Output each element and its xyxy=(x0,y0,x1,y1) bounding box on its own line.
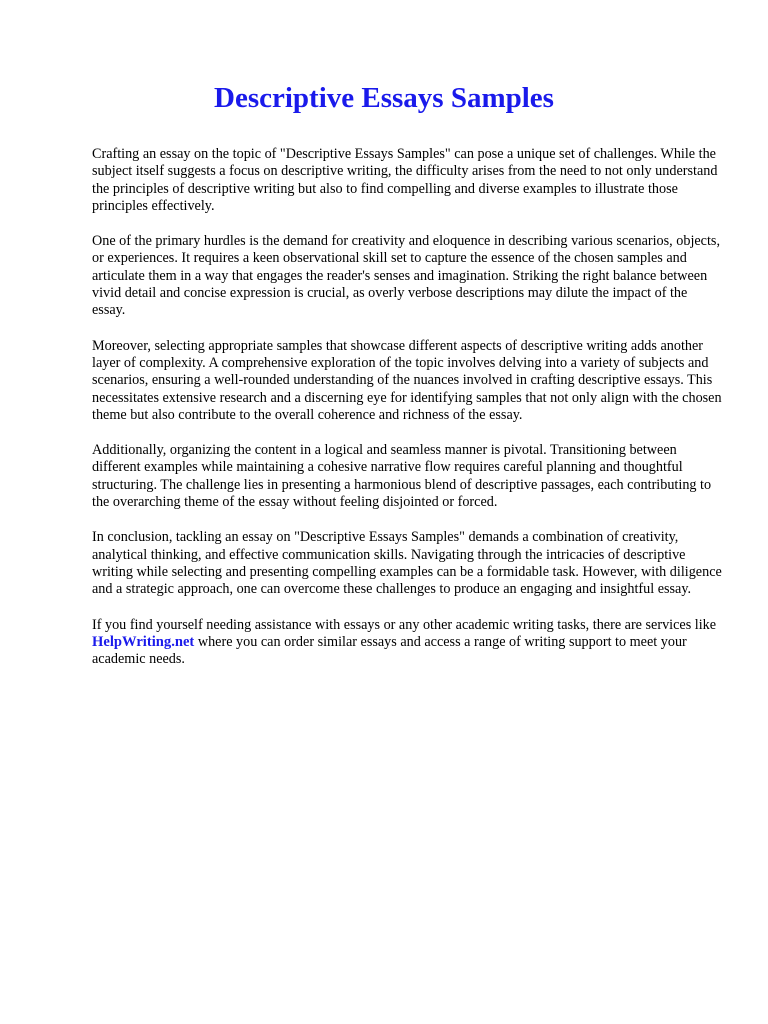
paragraph-2: One of the primary hurdles is the demand for creativity and eloquence in describing various scenarios, objects, or experiences. It requires a keen observational skill set to capture the essence of the chosen samples and articulate them in a way that engages the reader's senses and imagination. Striking the right balance between vivid detail and concise expression is crucial, as overly verbose descriptions may dilute the impact of the essay. xyxy=(92,233,720,319)
document-body xyxy=(92,146,722,686)
paragraph-4: Additionally, organizing the content in a logical and seamless manner is pivotal. Transitioning between different examples while maintaining a cohesive narrative flow requires careful planning and thoughtful structuring. The challenge lies in presenting a harmonious blend of descriptive passages, each contributing to the overarching theme of the essay without feeling disjointed or forced. xyxy=(92,442,712,511)
paragraph-3: Moreover, selecting appropriate samples that showcase different aspects of descriptive writing adds another layer of complexity. A comprehensive exploration of the topic involves delving into a variety of subjects and scenarios, ensuring a well-rounded understanding of the nuances involved in crafting descriptive essays. This necessitates extensive research and a discerning eye for identifying samples that not only align with the chosen theme but also contribute to the overall coherence and richness of the essay. xyxy=(92,337,722,423)
paragraph-1: Crafting an essay on the topic of "Descriptive Essays Samples" can pose a unique set of challenges. While the subject itself suggests a focus on descriptive writing, the difficulty arises from the need to not only understand the principles of descriptive writing but also to find compelling and diverse examples to illustrate those principles effectively. xyxy=(92,146,718,214)
paragraph-5: In conclusion, tackling an essay on "Descriptive Essays Samples" demands a combination of creativity, analytical thinking, and effective communication skills. Navigating through the intricacies of descriptive writing while selecting and presenting compelling examples can be a formidable task. However, with diligence and a strategic approach, one can overcome these challenges to produce an engaging and insightful essay. xyxy=(92,529,722,598)
document-title: Descriptive Essays Samples xyxy=(214,82,554,114)
closing-text-before-link: If you find yourself needing assistance with essays or any other academic writing tasks, there are services like xyxy=(92,616,717,633)
closing-paragraph xyxy=(92,617,722,669)
closing-text-after-link: where you can order similar essays and access a range of writing support to meet your academic needs. xyxy=(92,633,687,668)
helpwriting-link[interactable]: HelpWriting.net xyxy=(92,633,195,650)
